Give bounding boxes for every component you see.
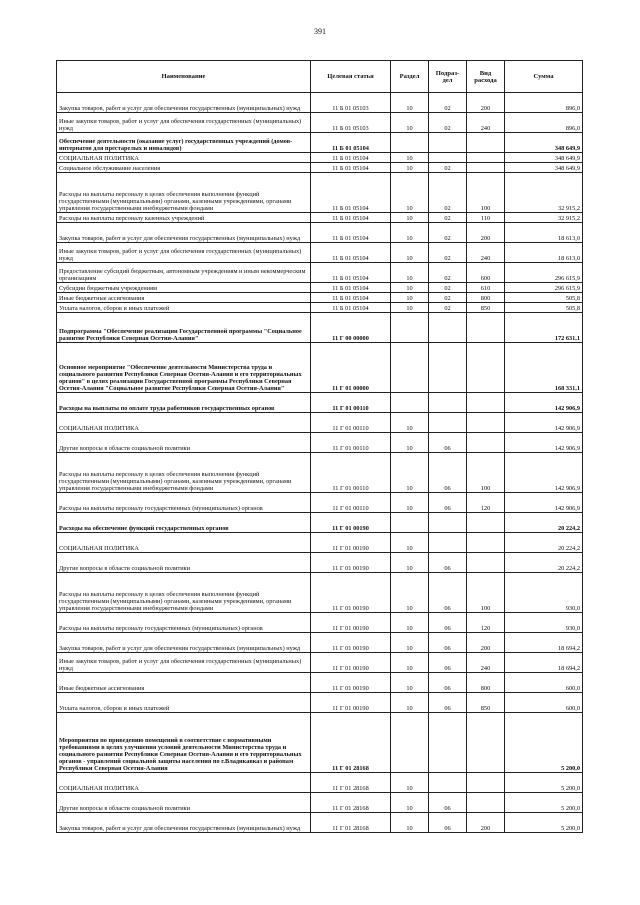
table-row [57, 263, 583, 283]
row-target-article-cell: 11 Б 01 05104 [311, 263, 391, 283]
table-row [57, 533, 583, 553]
row-amount-cell: 32 915,2 [505, 173, 583, 213]
row-subsection-cell [429, 133, 467, 153]
row-amount-cell: 20 224,2 [505, 513, 583, 533]
row-target-article-cell: 11 Г 01 00110 [311, 433, 391, 453]
row-name-cell: Иные бюджетные ассигнования [57, 293, 311, 303]
row-section-cell: 10 [391, 493, 429, 513]
row-target-article-cell: 11 Г 00 00000 [311, 313, 391, 343]
table-row [57, 573, 583, 613]
row-name-cell: Основное мероприятие "Обеспечение деятельности Министерства труда и социального развития Республики Северная Осетия-Алания и его территориальных органов" в целях реализации Государственной программы Республики Северная Осетия-Алания "Социальное развитие Республики Северная Осетия-Алания" [57, 343, 311, 393]
row-amount-cell: 18 694,2 [505, 633, 583, 653]
row-subsection-cell: 02 [429, 303, 467, 313]
row-subsection-cell: 02 [429, 283, 467, 293]
row-target-article-cell: 11 Г 01 00110 [311, 413, 391, 433]
row-section-cell: 10 [391, 813, 429, 833]
row-subsection-cell [429, 343, 467, 393]
row-subsection-cell [429, 513, 467, 533]
table-row [57, 433, 583, 453]
row-amount-cell: 18 613,0 [505, 223, 583, 243]
row-name-cell: Закупка товаров, работ и услуг для обеспечения государственных (муниципальных) нужд [57, 633, 311, 653]
table-row [57, 113, 583, 133]
row-section-cell: 10 [391, 453, 429, 493]
row-subsection-cell [429, 773, 467, 793]
row-section-cell: 10 [391, 213, 429, 223]
row-target-article-cell: 11 Г 01 28168 [311, 813, 391, 833]
row-target-article-cell: 11 Б 01 05104 [311, 213, 391, 223]
row-expense-type-cell [467, 413, 505, 433]
table-row [57, 93, 583, 113]
row-expense-type-cell [467, 533, 505, 553]
row-expense-type-cell: 100 [467, 173, 505, 213]
row-section-cell: 10 [391, 413, 429, 433]
row-target-article-cell: 11 Г 01 28168 [311, 793, 391, 813]
row-expense-type-cell: 240 [467, 243, 505, 263]
table-row [57, 633, 583, 653]
row-amount-cell: 930,0 [505, 573, 583, 613]
table-row [57, 223, 583, 243]
row-name-cell: Расходы на выплаты персоналу государственных (муниципальных) органов [57, 493, 311, 513]
row-target-article-cell: 11 Г 01 00190 [311, 573, 391, 613]
row-section-cell: 10 [391, 613, 429, 633]
row-target-article-cell: 11 Г 01 00190 [311, 653, 391, 673]
row-target-article-cell: 11 Б 01 05104 [311, 293, 391, 303]
row-name-cell: СОЦИАЛЬНАЯ ПОЛИТИКА [57, 153, 311, 163]
row-amount-cell: 168 331,1 [505, 343, 583, 393]
row-subsection-cell: 02 [429, 113, 467, 133]
row-section-cell [391, 713, 429, 773]
row-target-article-cell: 11 Б 01 05104 [311, 283, 391, 293]
row-expense-type-cell [467, 773, 505, 793]
row-target-article-cell: 11 Г 01 00190 [311, 513, 391, 533]
row-section-cell: 10 [391, 633, 429, 653]
row-subsection-cell [429, 153, 467, 163]
row-section-cell: 10 [391, 93, 429, 113]
row-section-cell: 10 [391, 153, 429, 163]
row-name-cell: Уплата налогов, сборов и иных платежей [57, 693, 311, 713]
row-subsection-cell: 06 [429, 653, 467, 673]
row-name-cell: Закупка товаров, работ и услуг для обеспечения государственных (муниципальных) нужд [57, 93, 311, 113]
table-row [57, 493, 583, 513]
row-name-cell: Социальное обслуживание населения [57, 163, 311, 173]
row-target-article-cell: 11 Г 01 00000 [311, 343, 391, 393]
row-subsection-cell: 06 [429, 493, 467, 513]
row-target-article-cell: 11 Г 01 00190 [311, 533, 391, 553]
table-row [57, 303, 583, 313]
row-subsection-cell [429, 393, 467, 413]
row-target-article-cell: 11 Г 01 28168 [311, 773, 391, 793]
row-expense-type-cell [467, 393, 505, 413]
row-expense-type-cell: 800 [467, 673, 505, 693]
row-amount-cell: 20 224,2 [505, 533, 583, 553]
table-row [57, 343, 583, 393]
row-expense-type-cell [467, 513, 505, 533]
row-name-cell: Расходы на выплаты персоналу в целях обеспечения выполнения функций государственными (муниципальными) органами, казенными учреждениями, органами управления государственными внебюджетными фондами [57, 173, 311, 213]
row-amount-cell: 896,0 [505, 113, 583, 133]
row-subsection-cell: 02 [429, 93, 467, 113]
row-name-cell: Другие вопросы в области социальной политики [57, 433, 311, 453]
table-row [57, 173, 583, 213]
row-expense-type-cell: 100 [467, 573, 505, 613]
row-expense-type-cell [467, 133, 505, 153]
row-amount-cell: 18 613,0 [505, 243, 583, 263]
row-amount-cell: 142 906,9 [505, 413, 583, 433]
row-name-cell: Иные бюджетные ассигнования [57, 673, 311, 693]
row-expense-type-cell [467, 433, 505, 453]
table-row [57, 453, 583, 493]
row-name-cell: Расходы на выплаты персоналу государственных (муниципальных) органов [57, 613, 311, 633]
row-amount-cell: 142 906,9 [505, 393, 583, 413]
row-expense-type-cell [467, 163, 505, 173]
table-row [57, 773, 583, 793]
row-subsection-cell: 02 [429, 243, 467, 263]
row-section-cell [391, 393, 429, 413]
row-expense-type-cell [467, 713, 505, 773]
row-target-article-cell: 11 Г 01 00190 [311, 673, 391, 693]
row-subsection-cell: 06 [429, 453, 467, 493]
row-subsection-cell: 02 [429, 263, 467, 283]
row-subsection-cell: 06 [429, 613, 467, 633]
row-subsection-cell [429, 313, 467, 343]
table-row [57, 693, 583, 713]
table-body [57, 93, 583, 833]
row-amount-cell: 172 631,1 [505, 313, 583, 343]
row-name-cell: Расходы на выплаты персоналу в целях обеспечения выполнения функций государственными (муниципальными) органами, казенными учреждениями, органами управления государственными внебюджетными фондами [57, 573, 311, 613]
row-subsection-cell: 06 [429, 553, 467, 573]
row-expense-type-cell: 100 [467, 453, 505, 493]
row-amount-cell: 296 615,9 [505, 263, 583, 283]
header-amount: Сумма [505, 61, 583, 93]
row-name-cell: Подпрограмма "Обеспечение реализации Государственной программы "Социальное развитие Республики Северная Осетия-Алания" [57, 313, 311, 343]
row-section-cell: 10 [391, 163, 429, 173]
table-row [57, 713, 583, 773]
page-number: 391 [314, 27, 326, 36]
row-section-cell: 10 [391, 433, 429, 453]
row-section-cell: 10 [391, 303, 429, 313]
row-name-cell: Уплата налогов, сборов и иных платежей [57, 303, 311, 313]
row-section-cell: 10 [391, 283, 429, 293]
row-target-article-cell: 11 Б 01 05104 [311, 243, 391, 263]
row-expense-type-cell: 240 [467, 113, 505, 133]
table-row [57, 673, 583, 693]
row-expense-type-cell [467, 553, 505, 573]
table-row [57, 653, 583, 673]
row-amount-cell: 142 906,9 [505, 433, 583, 453]
row-expense-type-cell: 200 [467, 223, 505, 243]
row-name-cell: Другие вопросы в области социальной политики [57, 553, 311, 573]
row-section-cell: 10 [391, 553, 429, 573]
row-name-cell: Другие вопросы в области социальной политики [57, 793, 311, 813]
row-section-cell [391, 513, 429, 533]
row-target-article-cell: 11 Б 01 05104 [311, 223, 391, 243]
table-row [57, 213, 583, 223]
table-row [57, 793, 583, 813]
row-name-cell: Закупка товаров, работ и услуг для обеспечения государственных (муниципальных) нужд [57, 223, 311, 243]
row-subsection-cell: 06 [429, 693, 467, 713]
row-target-article-cell: 11 Г 01 00110 [311, 453, 391, 493]
row-expense-type-cell: 610 [467, 283, 505, 293]
row-target-article-cell: 11 Г 01 00110 [311, 393, 391, 413]
row-expense-type-cell: 110 [467, 213, 505, 223]
header-target-article: Целевая статья [311, 61, 391, 93]
row-amount-cell: 5 200,0 [505, 793, 583, 813]
table-row [57, 613, 583, 633]
row-amount-cell: 896,0 [505, 93, 583, 113]
row-section-cell: 10 [391, 243, 429, 263]
row-subsection-cell [429, 533, 467, 553]
row-amount-cell: 505,8 [505, 303, 583, 313]
row-expense-type-cell: 800 [467, 293, 505, 303]
row-subsection-cell: 06 [429, 573, 467, 613]
row-name-cell: Предоставление субсидий бюджетным, автономным учреждениям и иным некоммерческим организациям [57, 263, 311, 283]
row-section-cell [391, 133, 429, 153]
row-section-cell: 10 [391, 573, 429, 613]
row-name-cell: Иные закупки товаров, работ и услуг для обеспечения государственных (муниципальных) нужд [57, 243, 311, 263]
header-name: Наименование [57, 61, 311, 93]
row-amount-cell: 296 615,9 [505, 283, 583, 293]
row-expense-type-cell: 120 [467, 493, 505, 513]
row-name-cell: СОЦИАЛЬНАЯ ПОЛИТИКА [57, 533, 311, 553]
row-expense-type-cell: 200 [467, 813, 505, 833]
header-subsection: Подраз- дел [429, 61, 467, 93]
row-section-cell: 10 [391, 113, 429, 133]
row-amount-cell: 505,8 [505, 293, 583, 303]
row-expense-type-cell: 850 [467, 693, 505, 713]
table-row [57, 153, 583, 163]
row-section-cell: 10 [391, 293, 429, 303]
table-row [57, 513, 583, 533]
row-section-cell: 10 [391, 693, 429, 713]
row-target-article-cell: 11 Г 01 00190 [311, 613, 391, 633]
row-target-article-cell: 11 Б 01 05104 [311, 133, 391, 153]
row-subsection-cell: 06 [429, 673, 467, 693]
row-amount-cell: 600,0 [505, 673, 583, 693]
row-name-cell: Обеспечение деятельности (оказание услуг) государственных учреждений (домов-интернатов для престарелых и инвалидов) [57, 133, 311, 153]
row-name-cell: Закупка товаров, работ и услуг для обеспечения государственных (муниципальных) нужд [57, 813, 311, 833]
row-subsection-cell: 06 [429, 813, 467, 833]
row-name-cell: Расходы на выплаты персоналу в целях обеспечения выполнения функций государственными (муниципальными) органами, казенными учреждениями, органами управления государственными внебюджетными фондами [57, 453, 311, 493]
row-expense-type-cell [467, 153, 505, 163]
table-row [57, 813, 583, 833]
row-subsection-cell: 06 [429, 633, 467, 653]
row-section-cell [391, 343, 429, 393]
table-row [57, 293, 583, 303]
row-name-cell: Субсидии бюджетным учреждениям [57, 283, 311, 293]
row-expense-type-cell: 200 [467, 633, 505, 653]
row-name-cell: Мероприятия по приведению помещений в соответствие с нормативными требованиями в целях улучшения условий деятельности Министерства труда и социального развития Республики Северная Осетия-Алания и его территориальных органов - управлений социальной защиты населения по г.Владикавказ и районам Республики Северная Осетия-Алания [57, 713, 311, 773]
row-amount-cell: 18 694,2 [505, 653, 583, 673]
row-amount-cell: 32 915,2 [505, 213, 583, 223]
row-name-cell: Иные закупки товаров, работ и услуг для обеспечения государственных (муниципальных) нужд [57, 113, 311, 133]
row-expense-type-cell: 200 [467, 93, 505, 113]
row-name-cell: Расходы на выплаты персоналу казенных учреждений [57, 213, 311, 223]
row-target-article-cell: 11 Г 01 00110 [311, 493, 391, 513]
row-amount-cell: 5 200,0 [505, 713, 583, 773]
row-section-cell: 10 [391, 263, 429, 283]
row-section-cell: 10 [391, 793, 429, 813]
row-subsection-cell: 06 [429, 433, 467, 453]
row-subsection-cell: 02 [429, 173, 467, 213]
row-subsection-cell: 02 [429, 293, 467, 303]
row-expense-type-cell: 850 [467, 303, 505, 313]
row-section-cell [391, 313, 429, 343]
row-target-article-cell: 11 Г 01 28168 [311, 713, 391, 773]
table-row [57, 133, 583, 153]
row-subsection-cell: 02 [429, 213, 467, 223]
row-expense-type-cell: 600 [467, 263, 505, 283]
table-header-row [57, 61, 583, 93]
row-target-article-cell: 11 Б 01 05104 [311, 303, 391, 313]
row-amount-cell: 142 906,9 [505, 453, 583, 493]
row-name-cell: Расходы на выплаты по оплате труда работников государственных органов [57, 393, 311, 413]
row-subsection-cell: 06 [429, 793, 467, 813]
row-section-cell: 10 [391, 653, 429, 673]
row-target-article-cell: 11 Б 01 05104 [311, 163, 391, 173]
budget-table [56, 60, 583, 833]
row-amount-cell: 348 649,9 [505, 133, 583, 153]
row-expense-type-cell [467, 793, 505, 813]
row-amount-cell: 348 649,9 [505, 153, 583, 163]
row-section-cell: 10 [391, 223, 429, 243]
row-subsection-cell [429, 413, 467, 433]
row-expense-type-cell: 240 [467, 653, 505, 673]
row-amount-cell: 348 649,9 [505, 163, 583, 173]
row-subsection-cell: 02 [429, 223, 467, 243]
table-row [57, 283, 583, 293]
row-target-article-cell: 11 Б 01 05103 [311, 93, 391, 113]
row-target-article-cell: 11 Г 01 00190 [311, 693, 391, 713]
row-target-article-cell: 11 Г 01 00190 [311, 553, 391, 573]
row-name-cell: Иные закупки товаров, работ и услуг для обеспечения государственных (муниципальных) нужд [57, 653, 311, 673]
row-name-cell: СОЦИАЛЬНАЯ ПОЛИТИКА [57, 413, 311, 433]
row-name-cell: Расходы на обеспечение функций государственных органов [57, 513, 311, 533]
row-target-article-cell: 11 Б 01 05103 [311, 113, 391, 133]
row-expense-type-cell [467, 313, 505, 343]
row-expense-type-cell [467, 343, 505, 393]
row-section-cell: 10 [391, 533, 429, 553]
row-section-cell: 10 [391, 673, 429, 693]
table-row [57, 393, 583, 413]
row-amount-cell: 5 200,0 [505, 773, 583, 793]
row-amount-cell: 5 200,0 [505, 813, 583, 833]
row-amount-cell: 20 224,2 [505, 553, 583, 573]
table-row [57, 413, 583, 433]
row-section-cell: 10 [391, 773, 429, 793]
row-target-article-cell: 11 Г 01 00190 [311, 633, 391, 653]
row-expense-type-cell: 120 [467, 613, 505, 633]
row-subsection-cell: 02 [429, 163, 467, 173]
row-amount-cell: 930,0 [505, 613, 583, 633]
table-row [57, 163, 583, 173]
table-row [57, 243, 583, 263]
row-section-cell: 10 [391, 173, 429, 213]
row-subsection-cell [429, 713, 467, 773]
table-row [57, 313, 583, 343]
row-target-article-cell: 11 Б 01 05104 [311, 173, 391, 213]
row-amount-cell: 142 906,9 [505, 493, 583, 513]
header-expense-type: Вид расхода [467, 61, 505, 93]
header-section: Раздел [391, 61, 429, 93]
row-amount-cell: 600,0 [505, 693, 583, 713]
table-row [57, 553, 583, 573]
row-name-cell: СОЦИАЛЬНАЯ ПОЛИТИКА [57, 773, 311, 793]
row-target-article-cell: 11 Б 01 05104 [311, 153, 391, 163]
